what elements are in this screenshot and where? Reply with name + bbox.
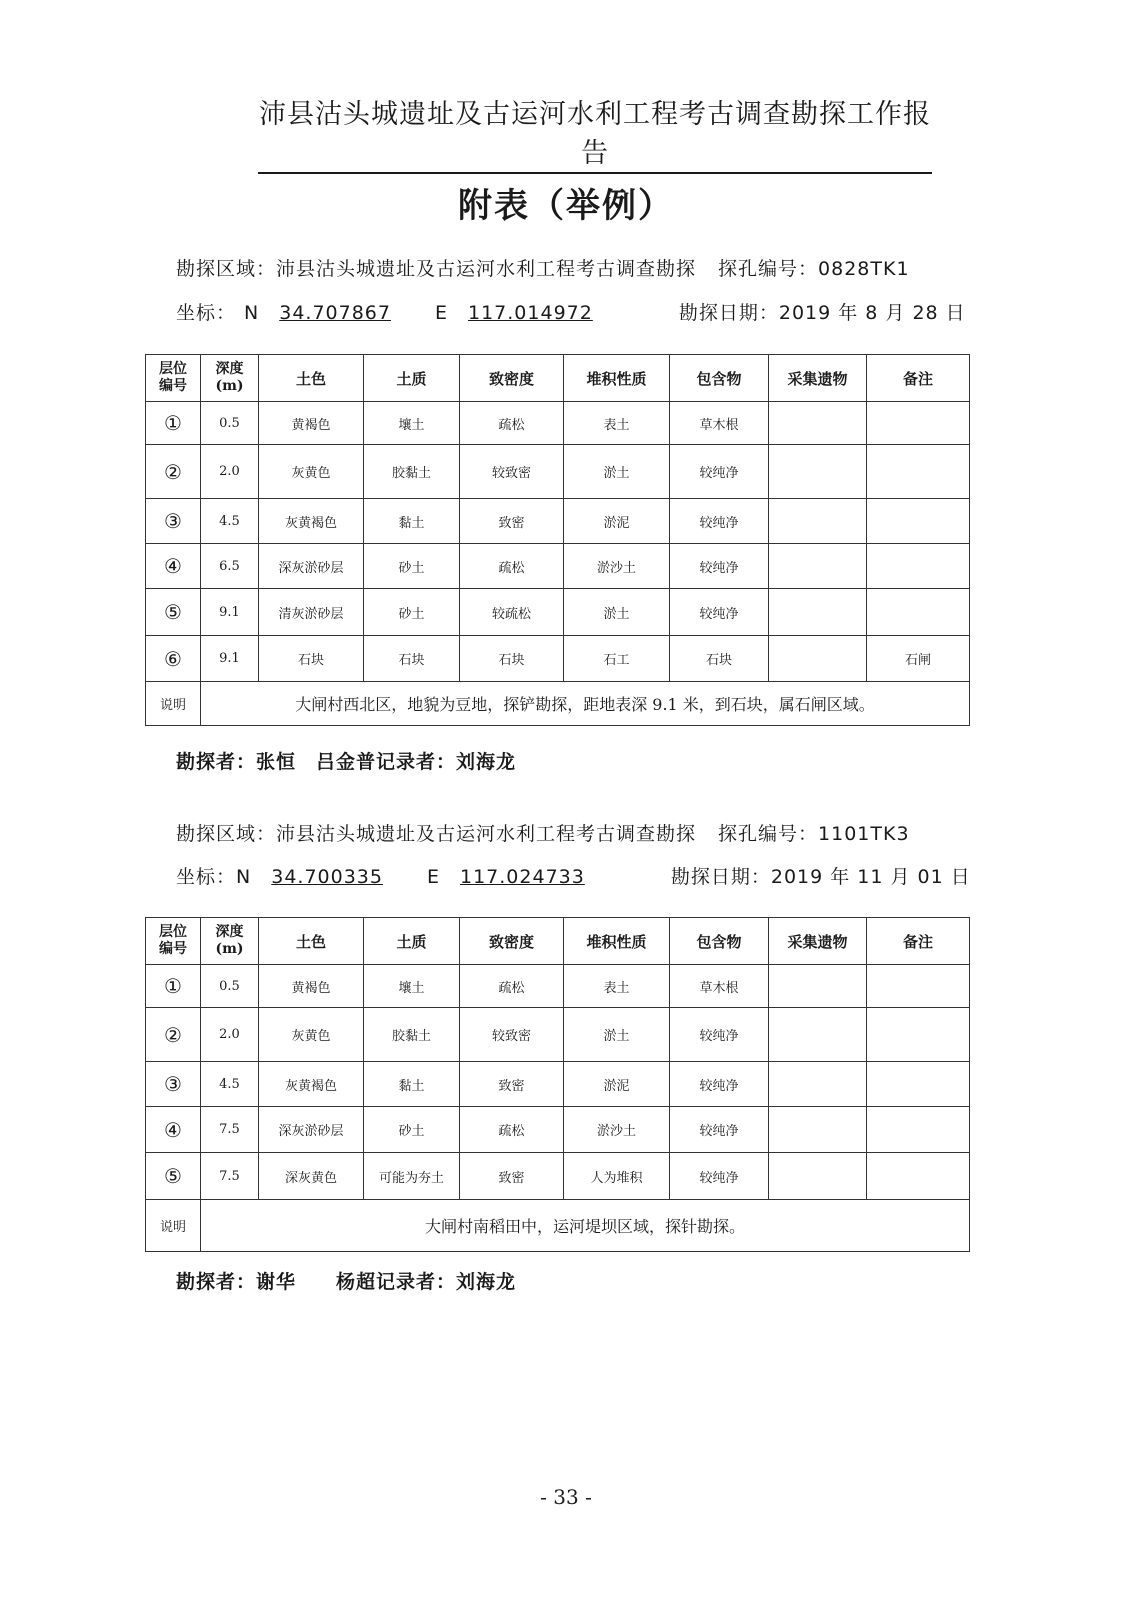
cell-inclusions: 草木根 <box>670 965 769 1008</box>
cell-density: 较疏松 <box>460 589 564 636</box>
cell-relics <box>769 1153 867 1200</box>
cell-type: 壤土 <box>364 965 460 1008</box>
header-inclusions: 包含物 <box>670 918 769 965</box>
cell-layer: ⑤ <box>146 589 201 636</box>
cell-type: 壤土 <box>364 402 460 445</box>
cell-density: 较致密 <box>460 1008 564 1062</box>
area-value: 沛县沽头城遗址及古运河水利工程考古调查勘探 <box>276 258 697 280</box>
recorder-name: 刘海龙 <box>456 1271 517 1293</box>
cell-remarks <box>867 402 970 445</box>
hole-value: 0828TK1 <box>818 258 910 280</box>
cell-color: 清灰淤砂层 <box>259 589 364 636</box>
cell-layer: ④ <box>146 1107 201 1153</box>
header-density: 致密度 <box>460 355 564 402</box>
surveyor-names: 张恒 吕金普 <box>256 751 377 773</box>
cell-color: 灰黄褐色 <box>259 1062 364 1107</box>
date-label: 勘探日期： <box>678 302 779 324</box>
surveyor-names: 谢华 杨超 <box>256 1271 377 1293</box>
cell-density: 疏松 <box>460 544 564 589</box>
cell-type: 砂土 <box>364 1107 460 1153</box>
e-label: E <box>426 866 440 888</box>
cell-remarks <box>867 1107 970 1153</box>
note-row <box>146 1200 970 1252</box>
coordinate-line <box>176 862 971 889</box>
header-relics: 采集遗物 <box>769 355 867 402</box>
cell-color: 黄褐色 <box>259 402 364 445</box>
cell-relics <box>769 1008 867 1062</box>
coordinate-line <box>176 298 966 325</box>
cell-relics <box>769 499 867 544</box>
cell-color: 深灰黄色 <box>259 1153 364 1200</box>
table-header-row <box>146 918 970 965</box>
cell-layer: ① <box>146 402 201 445</box>
signature-line <box>176 747 516 774</box>
cell-deposit: 淤沙土 <box>564 544 670 589</box>
hole-label: 探孔编号： <box>718 258 819 280</box>
page-number: - 33 - <box>540 1485 592 1509</box>
cell-depth: 7.5 <box>201 1153 259 1200</box>
coord-label: 坐标： <box>176 302 237 324</box>
cell-remarks <box>867 965 970 1008</box>
cell-inclusions: 较纯净 <box>670 1062 769 1107</box>
cell-density: 疏松 <box>460 402 564 445</box>
cell-color: 深灰淤砂层 <box>259 544 364 589</box>
cell-inclusions: 较纯净 <box>670 589 769 636</box>
cell-depth: 0.5 <box>201 402 259 445</box>
n-label: N <box>236 866 252 888</box>
cell-type: 胶黏土 <box>364 445 460 499</box>
cell-deposit: 淤土 <box>564 445 670 499</box>
cell-remarks <box>867 589 970 636</box>
note-row <box>146 682 970 726</box>
cell-density: 致密 <box>460 499 564 544</box>
cell-relics <box>769 589 867 636</box>
note-label: 说明 <box>146 682 201 726</box>
header-relics: 采集遗物 <box>769 918 867 965</box>
cell-depth: 2.0 <box>201 445 259 499</box>
cell-depth: 7.5 <box>201 1107 259 1153</box>
header-deposit: 堆积性质 <box>564 918 670 965</box>
cell-inclusions: 石块 <box>670 636 769 682</box>
cell-relics <box>769 636 867 682</box>
cell-inclusions: 较纯净 <box>670 1107 769 1153</box>
header-soil-color: 土色 <box>259 918 364 965</box>
cell-type: 石块 <box>364 636 460 682</box>
header-soil-color: 土色 <box>259 355 364 402</box>
cell-remarks <box>867 499 970 544</box>
cell-density: 致密 <box>460 1153 564 1200</box>
n-value: 34.707867 <box>279 302 391 324</box>
cell-relics <box>769 402 867 445</box>
cell-density: 疏松 <box>460 1107 564 1153</box>
table-row <box>146 1008 970 1062</box>
cell-color: 深灰淤砂层 <box>259 1107 364 1153</box>
cell-layer: ③ <box>146 1062 201 1107</box>
cell-deposit: 人为堆积 <box>564 1153 670 1200</box>
cell-deposit: 淤土 <box>564 1008 670 1062</box>
header-inclusions: 包含物 <box>670 355 769 402</box>
coord-label: 坐标： <box>176 866 237 888</box>
page-title: 附表（举例） <box>458 186 674 226</box>
cell-layer: ③ <box>146 499 201 544</box>
surveyor-label: 勘探者： <box>176 751 257 773</box>
cell-remarks <box>867 1153 970 1200</box>
date-value: 2019 年 8 月 28 日 <box>778 302 966 324</box>
note-text: 大闸村南稻田中，运河堤坝区域，探针勘探。 <box>201 1200 970 1252</box>
e-value: 117.024733 <box>460 866 585 888</box>
cell-depth: 4.5 <box>201 1062 259 1107</box>
page-header: 沛县沽头城遗址及古运河水利工程考古调查勘探工作报告 <box>258 92 932 174</box>
table-row <box>146 636 970 682</box>
cell-depth: 2.0 <box>201 1008 259 1062</box>
cell-deposit: 淤泥 <box>564 1062 670 1107</box>
cell-remarks <box>867 544 970 589</box>
cell-color: 黄褐色 <box>259 965 364 1008</box>
table-row <box>146 402 970 445</box>
hole-value: 1101TK3 <box>818 823 910 845</box>
cell-layer: ② <box>146 1008 201 1062</box>
recorder-name: 刘海龙 <box>456 751 517 773</box>
cell-type: 黏土 <box>364 499 460 544</box>
cell-density: 较致密 <box>460 445 564 499</box>
header-soil-type: 土质 <box>364 355 460 402</box>
cell-depth: 9.1 <box>201 589 259 636</box>
cell-inclusions: 较纯净 <box>670 1008 769 1062</box>
survey-table-2 <box>145 917 970 1252</box>
e-value: 117.014972 <box>468 302 593 324</box>
cell-type: 砂土 <box>364 589 460 636</box>
table-row <box>146 499 970 544</box>
survey-table-1 <box>145 354 970 726</box>
hole-label: 探孔编号： <box>718 823 819 845</box>
cell-deposit: 淤土 <box>564 589 670 636</box>
cell-layer: ② <box>146 445 201 499</box>
cell-layer: ④ <box>146 544 201 589</box>
cell-relics <box>769 1107 867 1153</box>
cell-inclusions: 草木根 <box>670 402 769 445</box>
table-row <box>146 589 970 636</box>
cell-layer: ⑥ <box>146 636 201 682</box>
cell-density: 石块 <box>460 636 564 682</box>
table-row <box>146 1062 970 1107</box>
note-text: 大闸村西北区，地貌为豆地，探铲勘探，距地表深 9.1 米，到石块，属石闸区域。 <box>201 682 970 726</box>
recorder-label: 记录者： <box>376 1271 457 1293</box>
cell-depth: 0.5 <box>201 965 259 1008</box>
date-label: 勘探日期： <box>670 866 771 888</box>
header-remarks: 备注 <box>867 355 970 402</box>
table-row <box>146 544 970 589</box>
cell-density: 疏松 <box>460 965 564 1008</box>
cell-type: 砂土 <box>364 544 460 589</box>
cell-remarks <box>867 445 970 499</box>
cell-relics <box>769 965 867 1008</box>
cell-relics <box>769 445 867 499</box>
n-label: N <box>244 302 260 324</box>
table-header-row <box>146 355 970 402</box>
cell-type: 胶黏土 <box>364 1008 460 1062</box>
cell-color: 灰黄褐色 <box>259 499 364 544</box>
cell-type: 可能为夯土 <box>364 1153 460 1200</box>
header-layer: 层位 编号 <box>146 918 201 965</box>
cell-color: 灰黄色 <box>259 1008 364 1062</box>
table-row <box>146 1107 970 1153</box>
cell-remarks <box>867 1062 970 1107</box>
cell-relics <box>769 544 867 589</box>
cell-layer: ⑤ <box>146 1153 201 1200</box>
header-density: 致密度 <box>460 918 564 965</box>
cell-deposit: 表土 <box>564 965 670 1008</box>
table-row <box>146 1153 970 1200</box>
surveyor-label: 勘探者： <box>176 1271 257 1293</box>
n-value: 34.700335 <box>271 866 383 888</box>
survey-area-line <box>176 254 910 281</box>
date-value: 2019 年 11 月 01 日 <box>770 866 971 888</box>
cell-remarks <box>867 1008 970 1062</box>
recorder-label: 记录者： <box>376 751 457 773</box>
cell-inclusions: 较纯净 <box>670 544 769 589</box>
cell-deposit: 石工 <box>564 636 670 682</box>
cell-inclusions: 较纯净 <box>670 445 769 499</box>
header-remarks: 备注 <box>867 918 970 965</box>
cell-depth: 6.5 <box>201 544 259 589</box>
cell-density: 致密 <box>460 1062 564 1107</box>
cell-remarks: 石闸 <box>867 636 970 682</box>
cell-type: 黏土 <box>364 1062 460 1107</box>
cell-color: 灰黄色 <box>259 445 364 499</box>
cell-depth: 4.5 <box>201 499 259 544</box>
header-deposit: 堆积性质 <box>564 355 670 402</box>
header-depth: 深度 (m) <box>201 355 259 402</box>
cell-deposit: 淤泥 <box>564 499 670 544</box>
area-label: 勘探区域： <box>176 823 277 845</box>
header-depth: 深度 (m) <box>201 918 259 965</box>
table-row <box>146 445 970 499</box>
cell-deposit: 表土 <box>564 402 670 445</box>
cell-layer: ① <box>146 965 201 1008</box>
cell-inclusions: 较纯净 <box>670 1153 769 1200</box>
cell-deposit: 淤沙土 <box>564 1107 670 1153</box>
area-label: 勘探区域： <box>176 258 277 280</box>
cell-color: 石块 <box>259 636 364 682</box>
area-value: 沛县沽头城遗址及古运河水利工程考古调查勘探 <box>276 823 697 845</box>
cell-relics <box>769 1062 867 1107</box>
table-row <box>146 965 970 1008</box>
header-layer: 层位 编号 <box>146 355 201 402</box>
signature-line <box>176 1267 516 1294</box>
cell-inclusions: 较纯净 <box>670 499 769 544</box>
e-label: E <box>434 302 448 324</box>
survey-area-line <box>176 819 910 846</box>
note-label: 说明 <box>146 1200 201 1252</box>
header-soil-type: 土质 <box>364 918 460 965</box>
cell-depth: 9.1 <box>201 636 259 682</box>
